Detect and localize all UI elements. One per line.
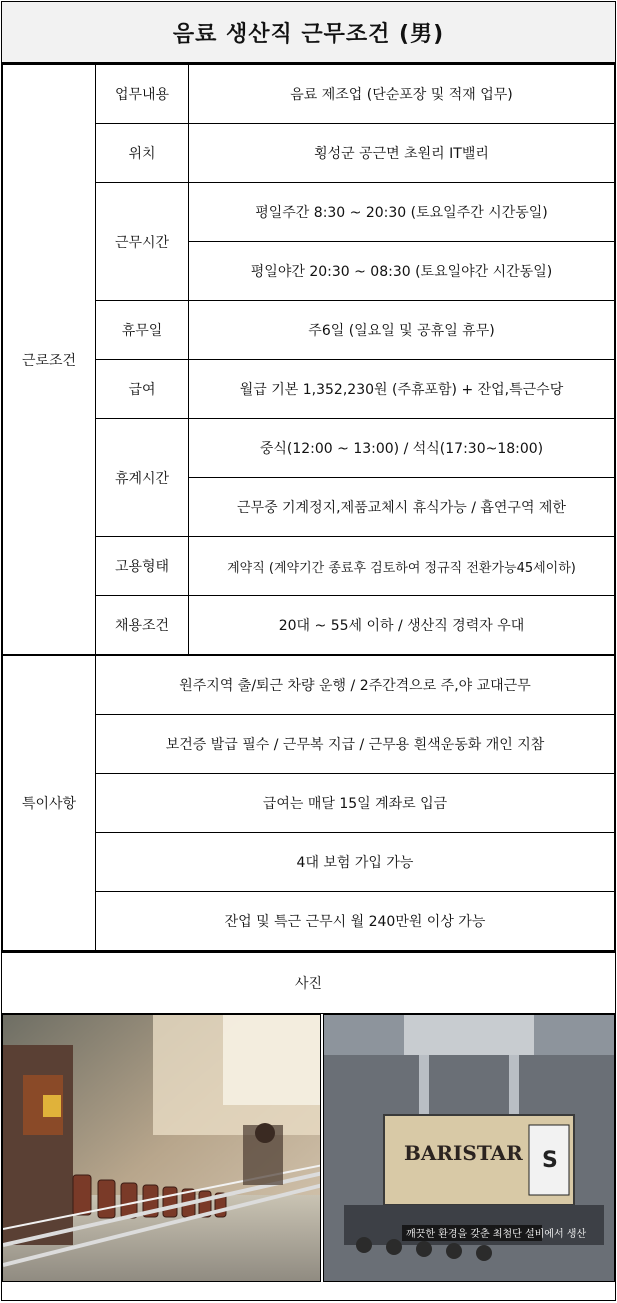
bottling-line-image: [3, 1015, 321, 1282]
row-value-breaks-meals: 중식(12:00 ~ 13:00) / 석식(17:30~18:00): [189, 419, 615, 478]
bottling-line-photo: [2, 1014, 321, 1282]
row-value-job: 음료 제조업 (단순포장 및 적재 업무): [189, 65, 615, 124]
box-brand-text: BARISTAR: [403, 1141, 523, 1165]
special-item: 잔업 및 특근 근무시 월 240만원 이상 가능: [96, 892, 615, 951]
special-item: 보건증 발급 필수 / 근무복 지급 / 근무용 흰색운동화 개인 지참: [96, 715, 615, 774]
conditions-category: 근로조건: [3, 65, 96, 656]
row-value-employment: 계약직 (계약기간 종료후 검토하여 정규직 전환가능45세이하): [189, 537, 615, 596]
packaging-machine-photo: [323, 1014, 615, 1282]
photo-row: [2, 1014, 615, 1282]
page-title: 음료 생산직 근무조건 (男): [2, 2, 615, 64]
box-size-text: S: [541, 1148, 558, 1173]
row-label-requirements: 채용조건: [96, 596, 189, 656]
row-value-holidays: 주6일 (일요일 및 공휴일 휴무): [189, 301, 615, 360]
row-label-location: 위치: [96, 124, 189, 183]
row-label-job: 업무내용: [96, 65, 189, 124]
row-value-breaks-rest: 근무중 기계정지,제품교체시 휴식가능 / 흡연구역 제한: [189, 478, 615, 537]
special-item: 원주지역 출/퇴근 차량 운행 / 2주간격으로 주,야 교대근무: [96, 655, 615, 715]
row-value-requirements: 20대 ~ 55세 이하 / 생산직 경력자 우대: [189, 596, 615, 656]
packaging-machine-image: [324, 1015, 615, 1282]
row-value-hours-day: 평일주간 8:30 ~ 20:30 (토요일주간 시간동일): [189, 183, 615, 242]
special-item: 4대 보험 가입 가능: [96, 833, 615, 892]
conditions-table: [2, 64, 615, 951]
photo-section-label: 사진: [2, 951, 615, 1014]
row-label-breaks: 휴계시간: [96, 419, 189, 537]
row-label-hours: 근무시간: [96, 183, 189, 301]
row-value-location: 횡성군 공근면 초원리 IT밸리: [189, 124, 615, 183]
row-label-salary: 급여: [96, 360, 189, 419]
row-label-holidays: 휴무일: [96, 301, 189, 360]
photo-caption: 깨끗한 환경을 갖춘 최첨단 설비에서 생산: [405, 1229, 587, 1240]
special-category: 특이사항: [3, 655, 96, 951]
work-conditions-sheet: [1, 1, 616, 1301]
special-item: 급여는 매달 15일 계좌로 입금: [96, 774, 615, 833]
row-value-hours-night: 평일야간 20:30 ~ 08:30 (토요일야간 시간동일): [189, 242, 615, 301]
row-value-salary: 월급 기본 1,352,230원 (주휴포함) + 잔업,특근수당: [189, 360, 615, 419]
row-label-employment: 고용형태: [96, 537, 189, 596]
